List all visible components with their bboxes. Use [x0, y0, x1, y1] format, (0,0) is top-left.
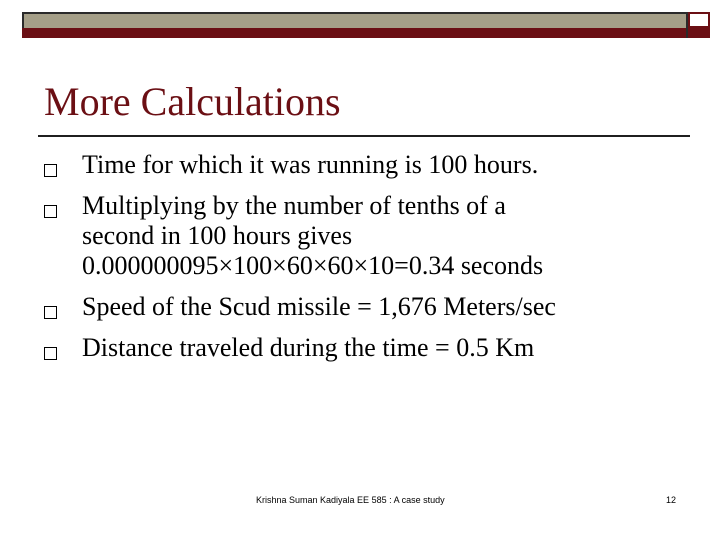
page-number: 12 [666, 495, 677, 505]
hollow-square-bullet-icon [44, 205, 57, 218]
bullet-line: Distance traveled during the time = 0.5 Km [82, 333, 535, 362]
title-underline [38, 135, 690, 137]
header-band-grey [22, 12, 688, 28]
bullet-item [44, 191, 704, 281]
bullet-item [44, 150, 704, 180]
bullet-line: Speed of the Scud missile = 1,676 Meters/sec [82, 292, 556, 321]
hollow-square-bullet-icon [44, 347, 57, 360]
hollow-square-bullet-icon [44, 164, 57, 177]
slide-footer: Krishna Suman Kadiyala EE 585 : A case study [256, 495, 445, 505]
slide-title: More Calculations [44, 79, 341, 124]
bullet-list [44, 150, 704, 374]
bullet-line: Multiplying by the number of tenths of a [82, 191, 506, 220]
bullet-line: second in 100 hours gives [82, 221, 353, 250]
hollow-square-bullet-icon [44, 306, 57, 319]
bullet-item [44, 292, 704, 322]
bullet-line: 0.000000095×100×60×60×10=0.34 seconds [82, 251, 544, 280]
bullet-item [44, 333, 704, 363]
header-band-maroon [22, 28, 710, 38]
header-band-square [688, 12, 710, 28]
header-band [22, 12, 710, 38]
bullet-line: Time for which it was running is 100 hours. [82, 150, 539, 179]
